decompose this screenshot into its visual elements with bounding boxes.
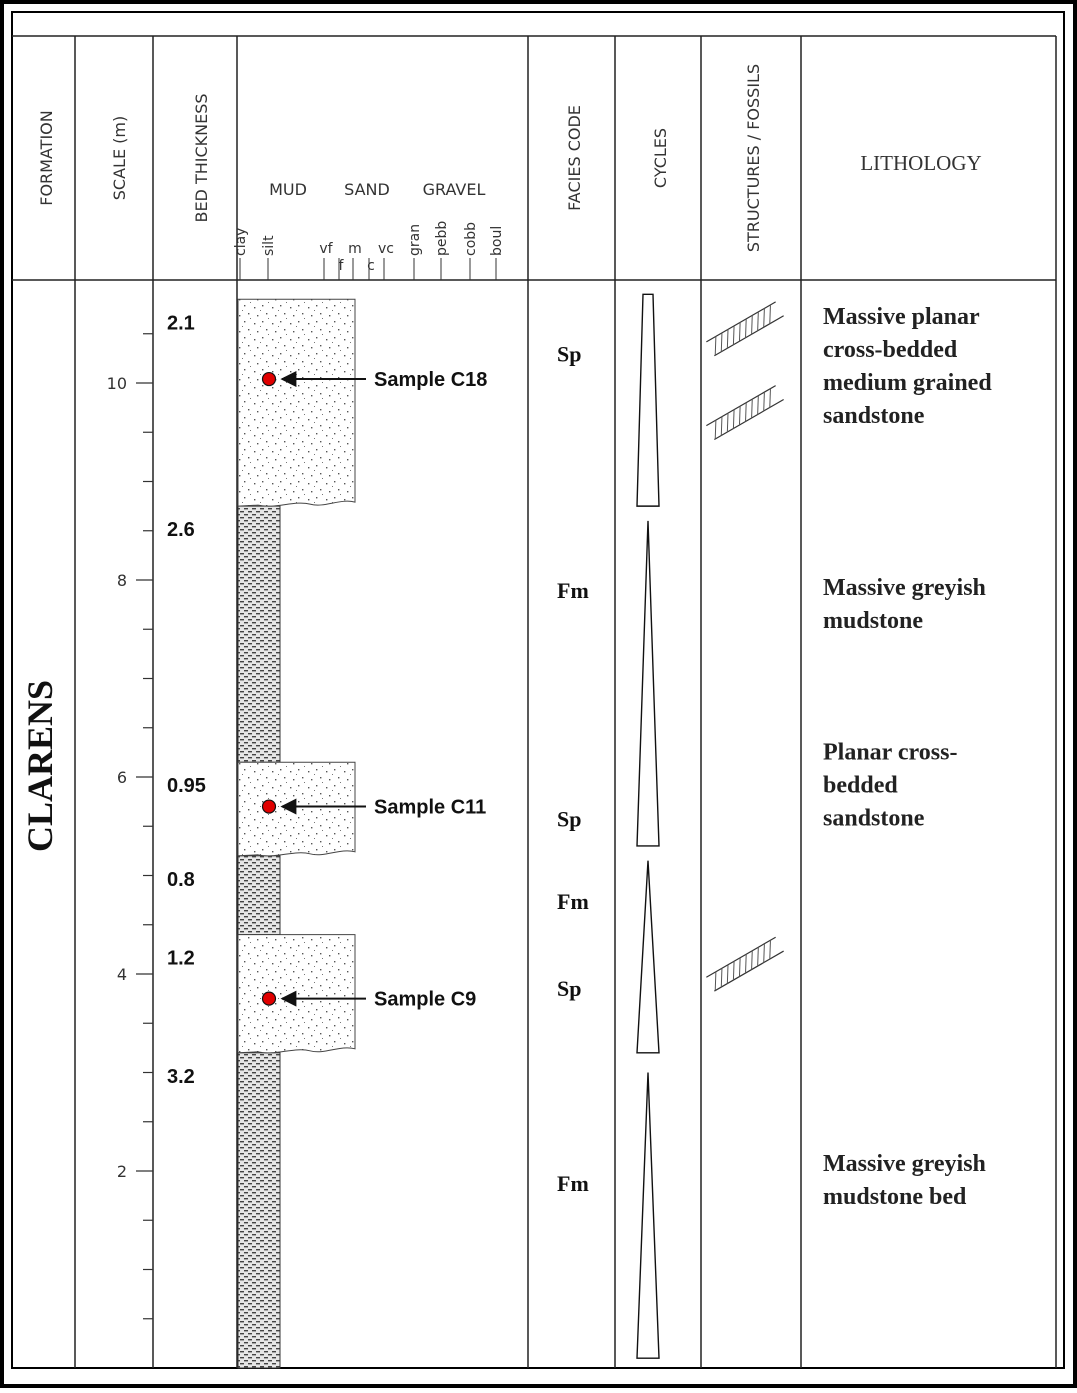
grain-size-label: vc (378, 241, 394, 257)
formation-name: CLARENS (20, 679, 60, 853)
header-mud: MUD (269, 180, 307, 199)
grain-size-label: c (367, 258, 375, 274)
bed-thickness-label: 2.6 (167, 519, 195, 542)
sandstone-bed (238, 299, 355, 506)
bed-thickness-label: 2.1 (167, 312, 195, 335)
facies-code: Fm (557, 577, 589, 603)
header-facies-code: FACIES CODE (565, 105, 584, 211)
lithology-line: Planar cross- (823, 739, 958, 766)
header-structures-fossils: STRUCTURES / FOSSILS (744, 63, 763, 253)
grain-size-label: f (338, 258, 344, 274)
lithology-line: Massive greyish (823, 1151, 986, 1177)
grain-size-label: vf (319, 241, 333, 257)
bed-thickness-label: 3.2 (167, 1065, 195, 1088)
grain-size-label: clay (233, 227, 249, 256)
scale-label: 8 (116, 571, 127, 590)
sample-label: Sample C11 (374, 796, 487, 819)
grain-size-label: pebb (434, 220, 450, 256)
mudstone-bed (238, 506, 280, 762)
outer-border (2, 2, 1075, 1386)
grain-size-label: gran (407, 223, 423, 256)
facies-code: Fm (557, 1170, 589, 1196)
header-bed-thickness: BED THICKNESS (192, 93, 211, 223)
lithology-line: Massive greyish (823, 574, 986, 601)
facies-code: Sp (557, 341, 582, 367)
scale-label: 6 (116, 768, 127, 787)
sample-marker (263, 992, 276, 1005)
header-scale: SCALE (m) (110, 115, 129, 201)
header-sand: SAND (344, 180, 390, 199)
lithology-line: sandstone (823, 402, 925, 429)
grain-size-label: boul (489, 225, 505, 256)
header-lithology: LITHOLOGY (860, 151, 982, 175)
bed-thickness-label: 0.8 (167, 868, 195, 891)
sample-label: Sample C18 (374, 369, 488, 392)
sample-marker (263, 373, 276, 386)
sample-label: Sample C9 (374, 988, 477, 1011)
header-cycles: CYCLES (651, 127, 670, 189)
bed-thickness-label: 0.95 (167, 775, 206, 798)
mudstone-bed (238, 856, 280, 935)
lithology-line: cross-bedded (823, 336, 958, 363)
grain-size-label: m (348, 241, 362, 257)
header-formation: FORMATION (37, 110, 56, 206)
facies-code: Fm (557, 889, 589, 915)
scale-label: 2 (116, 1162, 127, 1181)
grain-size-label: cobb (463, 221, 479, 256)
sandstone-bed (238, 762, 355, 856)
lithology-line: mudstone (823, 607, 924, 634)
sandstone-bed (238, 935, 355, 1053)
lithology-line: Massive planar (823, 303, 980, 330)
facies-code: Sp (557, 806, 582, 832)
facies-code: Sp (557, 975, 582, 1001)
scale-label: 4 (116, 965, 127, 984)
sample-marker (263, 800, 276, 813)
lithology-line: bedded (823, 772, 898, 799)
lithology-line: mudstone bed (823, 1184, 967, 1210)
mudstone-bed (238, 1053, 280, 1368)
lithology-line: sandstone (823, 805, 925, 832)
bed-thickness-label: 1.2 (167, 947, 195, 970)
header-gravel: GRAVEL (422, 180, 486, 199)
scale-label: 10 (106, 374, 127, 393)
lithology-line: medium grained (823, 369, 992, 396)
grain-size-label: silt (261, 235, 277, 256)
